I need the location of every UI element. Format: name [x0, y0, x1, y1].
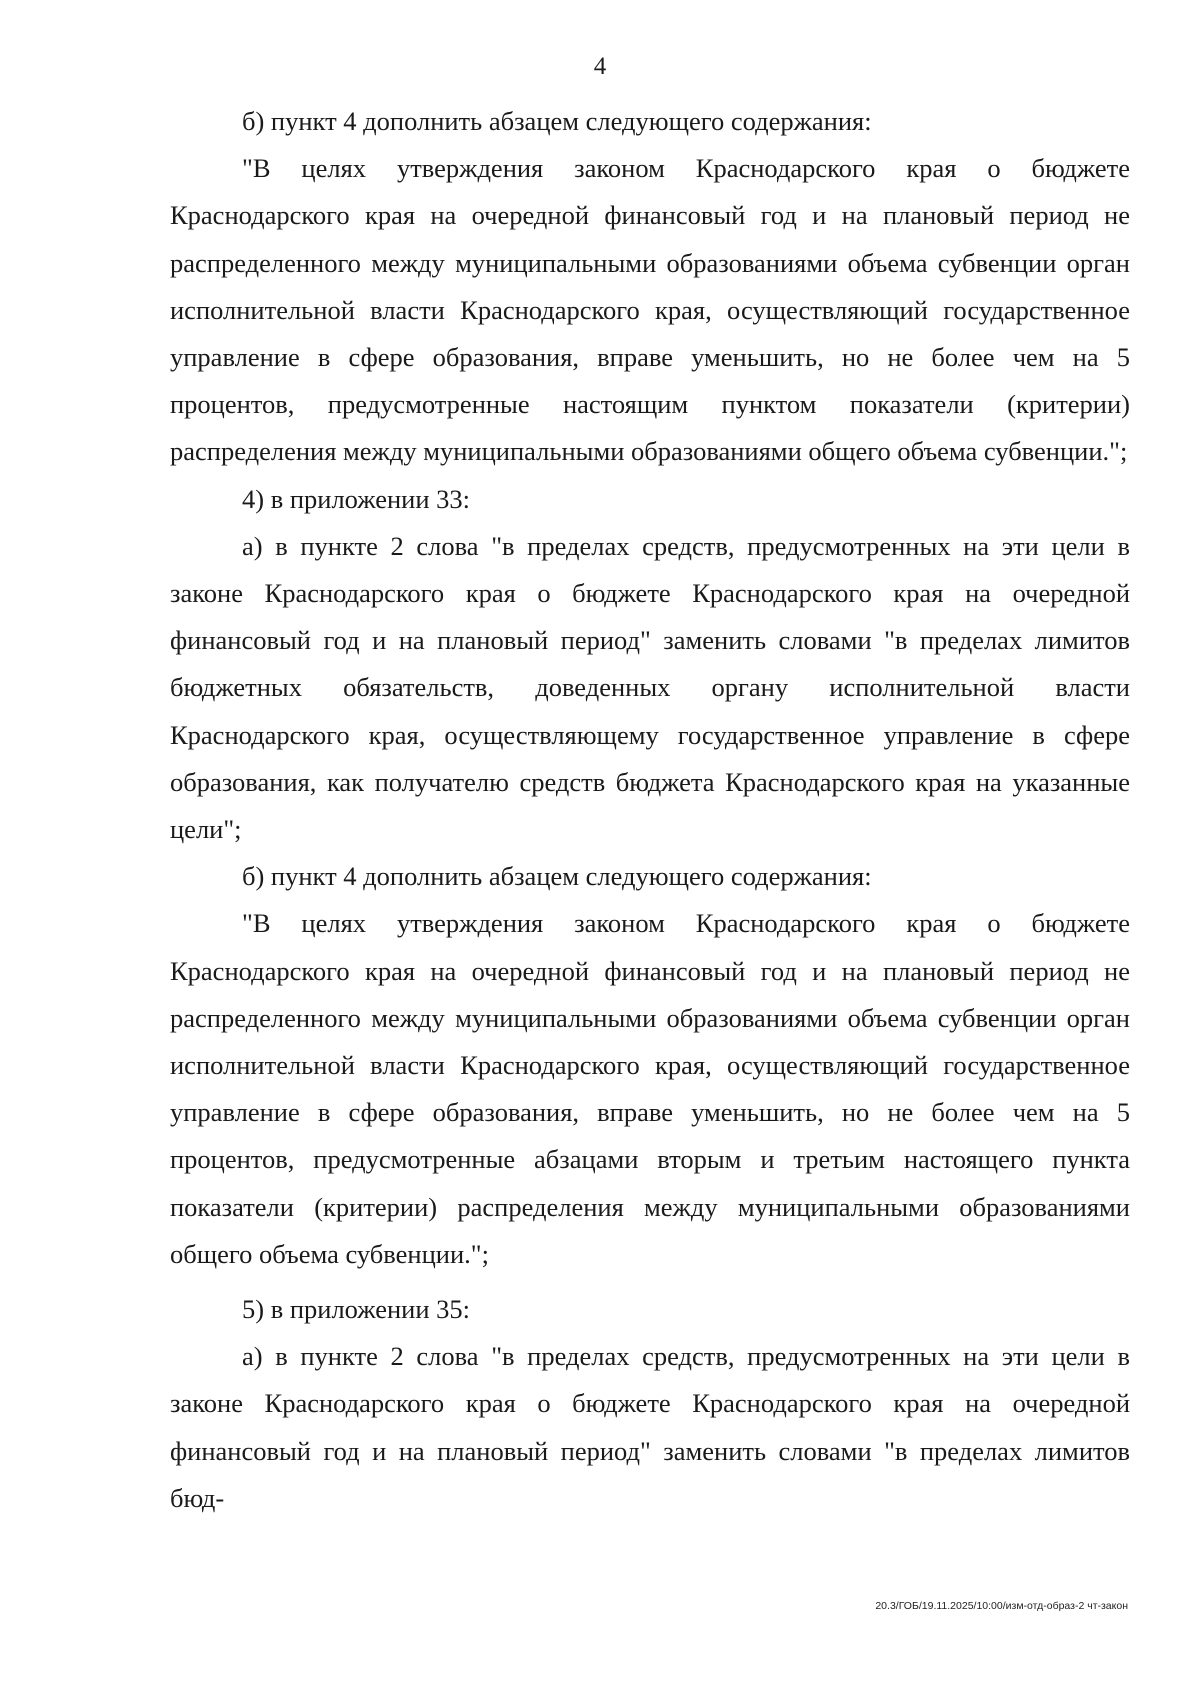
- paragraph: б) пункт 4 дополнить абзацем следующего содержания:: [242, 861, 872, 892]
- paragraph: б) пункт 4 дополнить абзацем следующего содержания:: [242, 106, 872, 136]
- paragraph: а) в пункте 2 слова "в пределах средств, предусмотренных на эти цели в законе Краснодарского края о бюджете Краснодарского края на очередной финансовый год и на плановый период" заменить словами "в пределах лимитов бюджетных обязательств, доведенных органу исполнительной власти Краснодарского края, осуществляющему государственное управление в сфере образования, как получателю средств бюджета Краснодарского края на указанные цели";: [170, 530, 1130, 845]
- paragraph: "В целях утверждения законом Краснодарского края о бюджете Краснодарского края на очередной финансовый год и на плановый период не распределенного между муниципальными образованиями объема субвенции орган исполнительной власти Краснодарского края, осуществляющий государственное управление в сфере образования, вправе уменьшить, но не более чем на 5 процентов, предусмотренные абзацами вторым и третьим настоящего пункта показатели (критерии) распределения между муниципальными образованиями общего объема субвенции.";: [170, 908, 1130, 1269]
- paragraph: 5) в приложении 35:: [242, 1294, 471, 1325]
- document-body: [170, 98, 1130, 1522]
- page-number: 4: [593, 53, 607, 80]
- paragraph: 4) в приложении 33:: [242, 483, 471, 514]
- paragraph: "В целях утверждения законом Краснодарского края о бюджете Краснодарского края на очередной финансовый год и на плановый период не распределенного между муниципальными образованиями объема субвенции орган исполнительной власти Краснодарского края, осуществляющий государственное управление в сфере образования, вправе уменьшить, но не более чем на 5 процентов, предусмотренные настоящим пунктом показатели (критерии) распределения между муниципальными образованиями общего объема субвенции.";: [170, 153, 1130, 467]
- footer-document-code: 20.3/ГОБ/19.11.2025/10:00/изм-отд-образ-2 чт-закон: [875, 1600, 1128, 1612]
- paragraph: а) в пункте 2 слова "в пределах средств, предусмотренных на эти цели в законе Краснодарского края о бюджете Краснодарского края на очередной финансовый год и на плановый период" заменить словами "в пределах лимитов бюд-: [170, 1341, 1130, 1513]
